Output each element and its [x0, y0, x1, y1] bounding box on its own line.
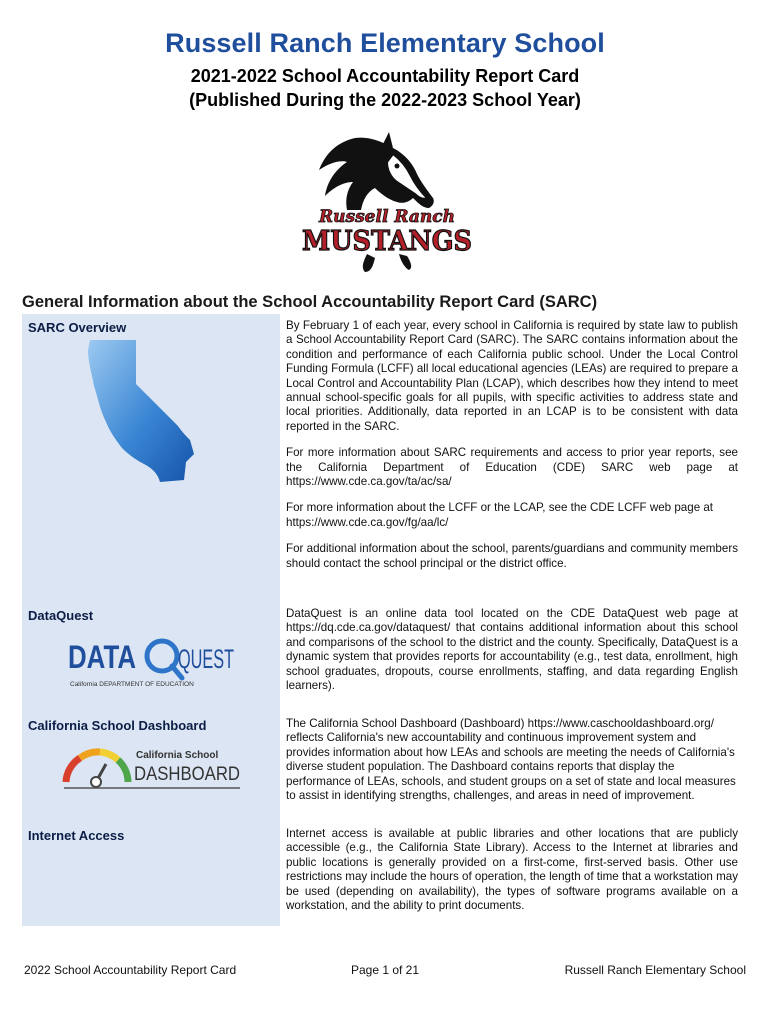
internet-paragraph: Internet access is available at public libraries and other locations that are publicly accessible (e.g., the California State Library). Access to the Internet at libraries and public locations is generally provided on a first-come, first-served basis. Other use restrictions may include the hours of operation, the length of time that a workstation may be used (depending on availability), the types of software programs available on a workstation, and the ability to print documents.: [286, 827, 738, 913]
dataquest-logo-caption: California DEPARTMENT OF EDUCATION: [70, 681, 194, 688]
published-line: (Published During the 2022-2023 School Year): [189, 90, 581, 110]
row-content-cell: [284, 822, 748, 926]
gauge-red-segment: [66, 758, 80, 782]
dashboard-logo: [60, 744, 244, 794]
dataquest-logo-word-left: DATA: [68, 639, 136, 675]
gauge-hub: [91, 777, 101, 787]
dataquest-logo-word-right: QUEST: [178, 644, 234, 674]
section-heading: General Information about the School Accountability Report Card (SARC): [22, 293, 598, 311]
sarc-paragraph-3: For more information about the LCFF or the LCAP, see the CDE LCFF web page at https://www.cde.ca.gov/fg/aa/lc/: [286, 501, 714, 529]
row-label-cell: [22, 314, 280, 602]
dashboard-logo-small-text: California School: [136, 750, 219, 761]
row-content-cell: [284, 712, 748, 822]
horse-mane-shape: [319, 138, 434, 210]
horse-eye: [395, 164, 400, 169]
school-name: Russell Ranch Elementary School: [165, 28, 605, 58]
california-map-icon: [82, 336, 212, 486]
logo-text-main: MUSTANGS: [302, 226, 472, 257]
dashboard-paragraph: The California School Dashboard (Dashboard) https://www.caschooldashboard.org/ reflects California's new accountability and continuous improvement system and provides information about how LEAs and schools are meeting the needs of California's diverse student population. The Dashboard contains reports that display the performance of LEAs, schools, and student groups on a set of state and local measures to assist in identifying strengths, challenges, and areas in need of improvement.: [286, 717, 736, 803]
row-label-cell: [22, 822, 280, 926]
row-dataquest: [22, 602, 748, 716]
row-title-dataquest: DataQuest: [28, 608, 94, 623]
sarc-paragraph-2: For more information about SARC requirements and access to prior year reports, see the California Department of Education (CDE) SARC web page at https://www.cde.ca.gov/ta/ac/sa/: [286, 446, 738, 489]
sarc-paragraph-1: By February 1 of each year, every school in California is required by state law to publish a School Accountability Report Card (SARC). The SARC contains information about the condition and performance of each California public school. Under the Local Control Funding Formula (LCFF) all local educational agencies (LEAs) are required to prepare a Local Control and Accountability Plan (LCAP), which describes how they intend to meet annual school-specific goals for all pupils, with specific activities to address state and local priorities. Additionally, data reported in an LCAP is to be consistent with data reported in the SARC.: [286, 319, 738, 433]
row-label-cell: [22, 712, 280, 822]
footer-right: Russell Ranch Elementary School: [564, 963, 746, 977]
logo-text-top: Russell Ranch: [319, 207, 455, 227]
row-content-cell: [284, 314, 748, 602]
row-title-sarc: SARC Overview: [28, 320, 127, 335]
dataquest-paragraph: DataQuest is an online data tool located on the CDE DataQuest web page at https://dq.cde.ca.gov/dataquest/ that contains additional information about this school and comparisons of the school to the district and the county. Specifically, DataQuest is a dynamic system that provides reports for accountability (e.g., test data, enrollment, high school graduates, dropouts, course enrollments, staffing, and data regarding English learners).: [286, 607, 738, 693]
dashboard-logo-big-text: DASHBOARD: [134, 764, 240, 785]
report-title: 2021-2022 School Accountability Report Card: [190, 66, 580, 86]
gauge-yellow-segment: [100, 752, 118, 760]
dataquest-logo: [66, 632, 236, 690]
row-internet-access: [22, 822, 748, 930]
sarc-paragraph-4: For additional information about the school, parents/guardians and community members should contact the school principal or the district office.: [286, 542, 738, 570]
gauge-green-segment: [118, 760, 128, 782]
footer-page-number: Page 1 of 21: [350, 963, 420, 977]
footer-left: 2022 School Accountability Report Card: [24, 963, 237, 977]
row-title-dashboard: California School Dashboard: [28, 718, 207, 733]
row-content-cell: [284, 602, 748, 712]
mustangs-logo: [297, 130, 477, 275]
gauge-orange-segment: [80, 752, 100, 758]
row-label-cell: [22, 602, 280, 712]
row-title-internet: Internet Access: [28, 828, 125, 843]
row-dashboard: [22, 712, 748, 826]
row-sarc-overview: [22, 314, 748, 606]
